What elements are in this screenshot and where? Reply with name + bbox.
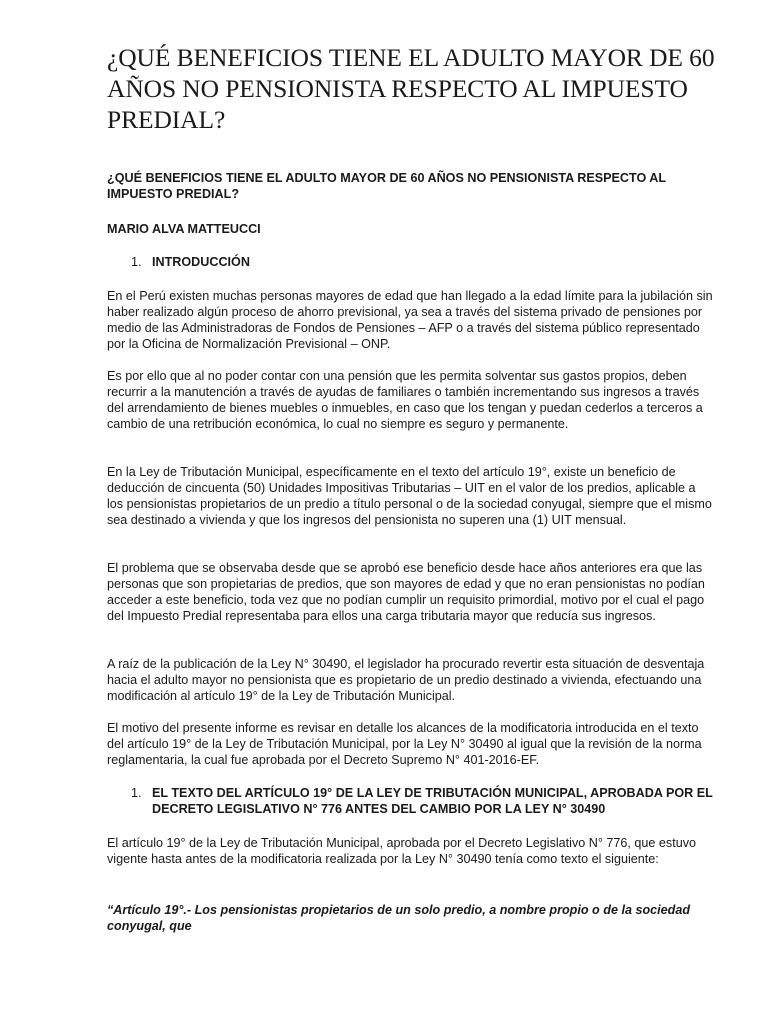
- author-name: MARIO ALVA MATTEUCCI: [107, 222, 261, 236]
- paragraph: En la Ley de Tributación Municipal, específicamente en el texto del artículo 19°, existe un beneficio de deducción de cincuenta (50) Unidades Impositivas Tributarias – UIT en el valor de los predios, aplicable a los pensionistas propietarios de un predio a título personal o de la sociedad conyugal, siempre que el mismo sea destinado a vivienda y que los ingresos del pensionista no superen una (1) UIT mensual.: [107, 465, 712, 527]
- paragraph: En el Perú existen muchas personas mayores de edad que han llegado a la edad límite para la jubilación sin haber realizado algún proceso de ahorro previsional, ya sea a través del sistema privado de pensiones por medio de las Administradoras de Fondos de Pensiones – AFP o a través del sistema público representado por la Oficina de Normalización Previsional – ONP.: [107, 289, 713, 351]
- document-title: ¿QUÉ BENEFICIOS TIENE EL ADULTO MAYOR DE 60 AÑOS NO PENSIONISTA RESPECTO AL IMPUESTO PREDIAL?: [107, 43, 715, 134]
- document-subtitle: ¿QUÉ BENEFICIOS TIENE EL ADULTO MAYOR DE 60 AÑOS NO PENSIONISTA RESPECTO AL IMPUESTO PREDIAL?: [107, 171, 666, 201]
- paragraph: El artículo 19° de la Ley de Tributación Municipal, aprobada por el Decreto Legislativo N° 776, que estuvo vigente hasta antes de la modificatoria realizada por la Ley N° 30490 tenía como texto el siguiente:: [107, 836, 697, 866]
- paragraph: El motivo del presente informe es revisar en detalle los alcances de la modificatoria introducida en el texto del artículo 19° de la Ley de Tributación Municipal, por la Ley N° 30490 al igual que la revisión de la norma reglamentaria, la cual fue aprobada por el Decreto Supremo N° 401-2016-EF.: [107, 721, 702, 767]
- paragraph: A raíz de la publicación de la Ley N° 30490, el legislador ha procurado revertir esta situación de desventaja hacia el adulto mayor no pensionista que es propietario de un predio destinado a vivienda, efectuando una modificación al artículo 19° de la Ley de Tributación Municipal.: [107, 657, 705, 703]
- section-title: EL TEXTO DEL ARTÍCULO 19° DE LA LEY DE TRIBUTACIÓN MUNICIPAL, APROBADA POR EL DECRETO LEGISLATIVO N° 776 ANTES DEL CAMBIO POR LA LEY N° 30490: [152, 786, 713, 816]
- paragraph: El problema que se observaba desde que se aprobó ese beneficio desde hace años anteriores era que las personas que son propietarias de predios, que son mayores de edad y que no eran pensionistas no podían acceder a este beneficio, toda vez que no podían cumplir un requisito primordial, motivo por el cual el pago del Impuesto Predial representaba para ellos una carga tributaria mayor que reducía sus ingresos.: [107, 561, 705, 623]
- section-heading-articulo-19: [107, 785, 713, 817]
- section-number: 1.: [131, 255, 142, 269]
- section-title: INTRODUCCIÓN: [152, 255, 250, 269]
- quoted-article: “Artículo 19°.- Los pensionistas propietarios de un solo predio, a nombre propio o de la sociedad conyugal, que: [107, 903, 691, 933]
- paragraph: Es por ello que al no poder contar con una pensión que les permita solventar sus gastos propios, deben recurrir a la manutención a través de ayudas de familiares o también incrementando sus ingresos a través del arrendamiento de bienes muebles o inmuebles, en caso que los tengan y puedan cederlos a terceros a cambio de una retribución económica, lo cual no siempre es seguro y permanente.: [107, 369, 703, 431]
- section-number: 1.: [131, 786, 142, 800]
- section-heading-introduccion: [107, 254, 713, 270]
